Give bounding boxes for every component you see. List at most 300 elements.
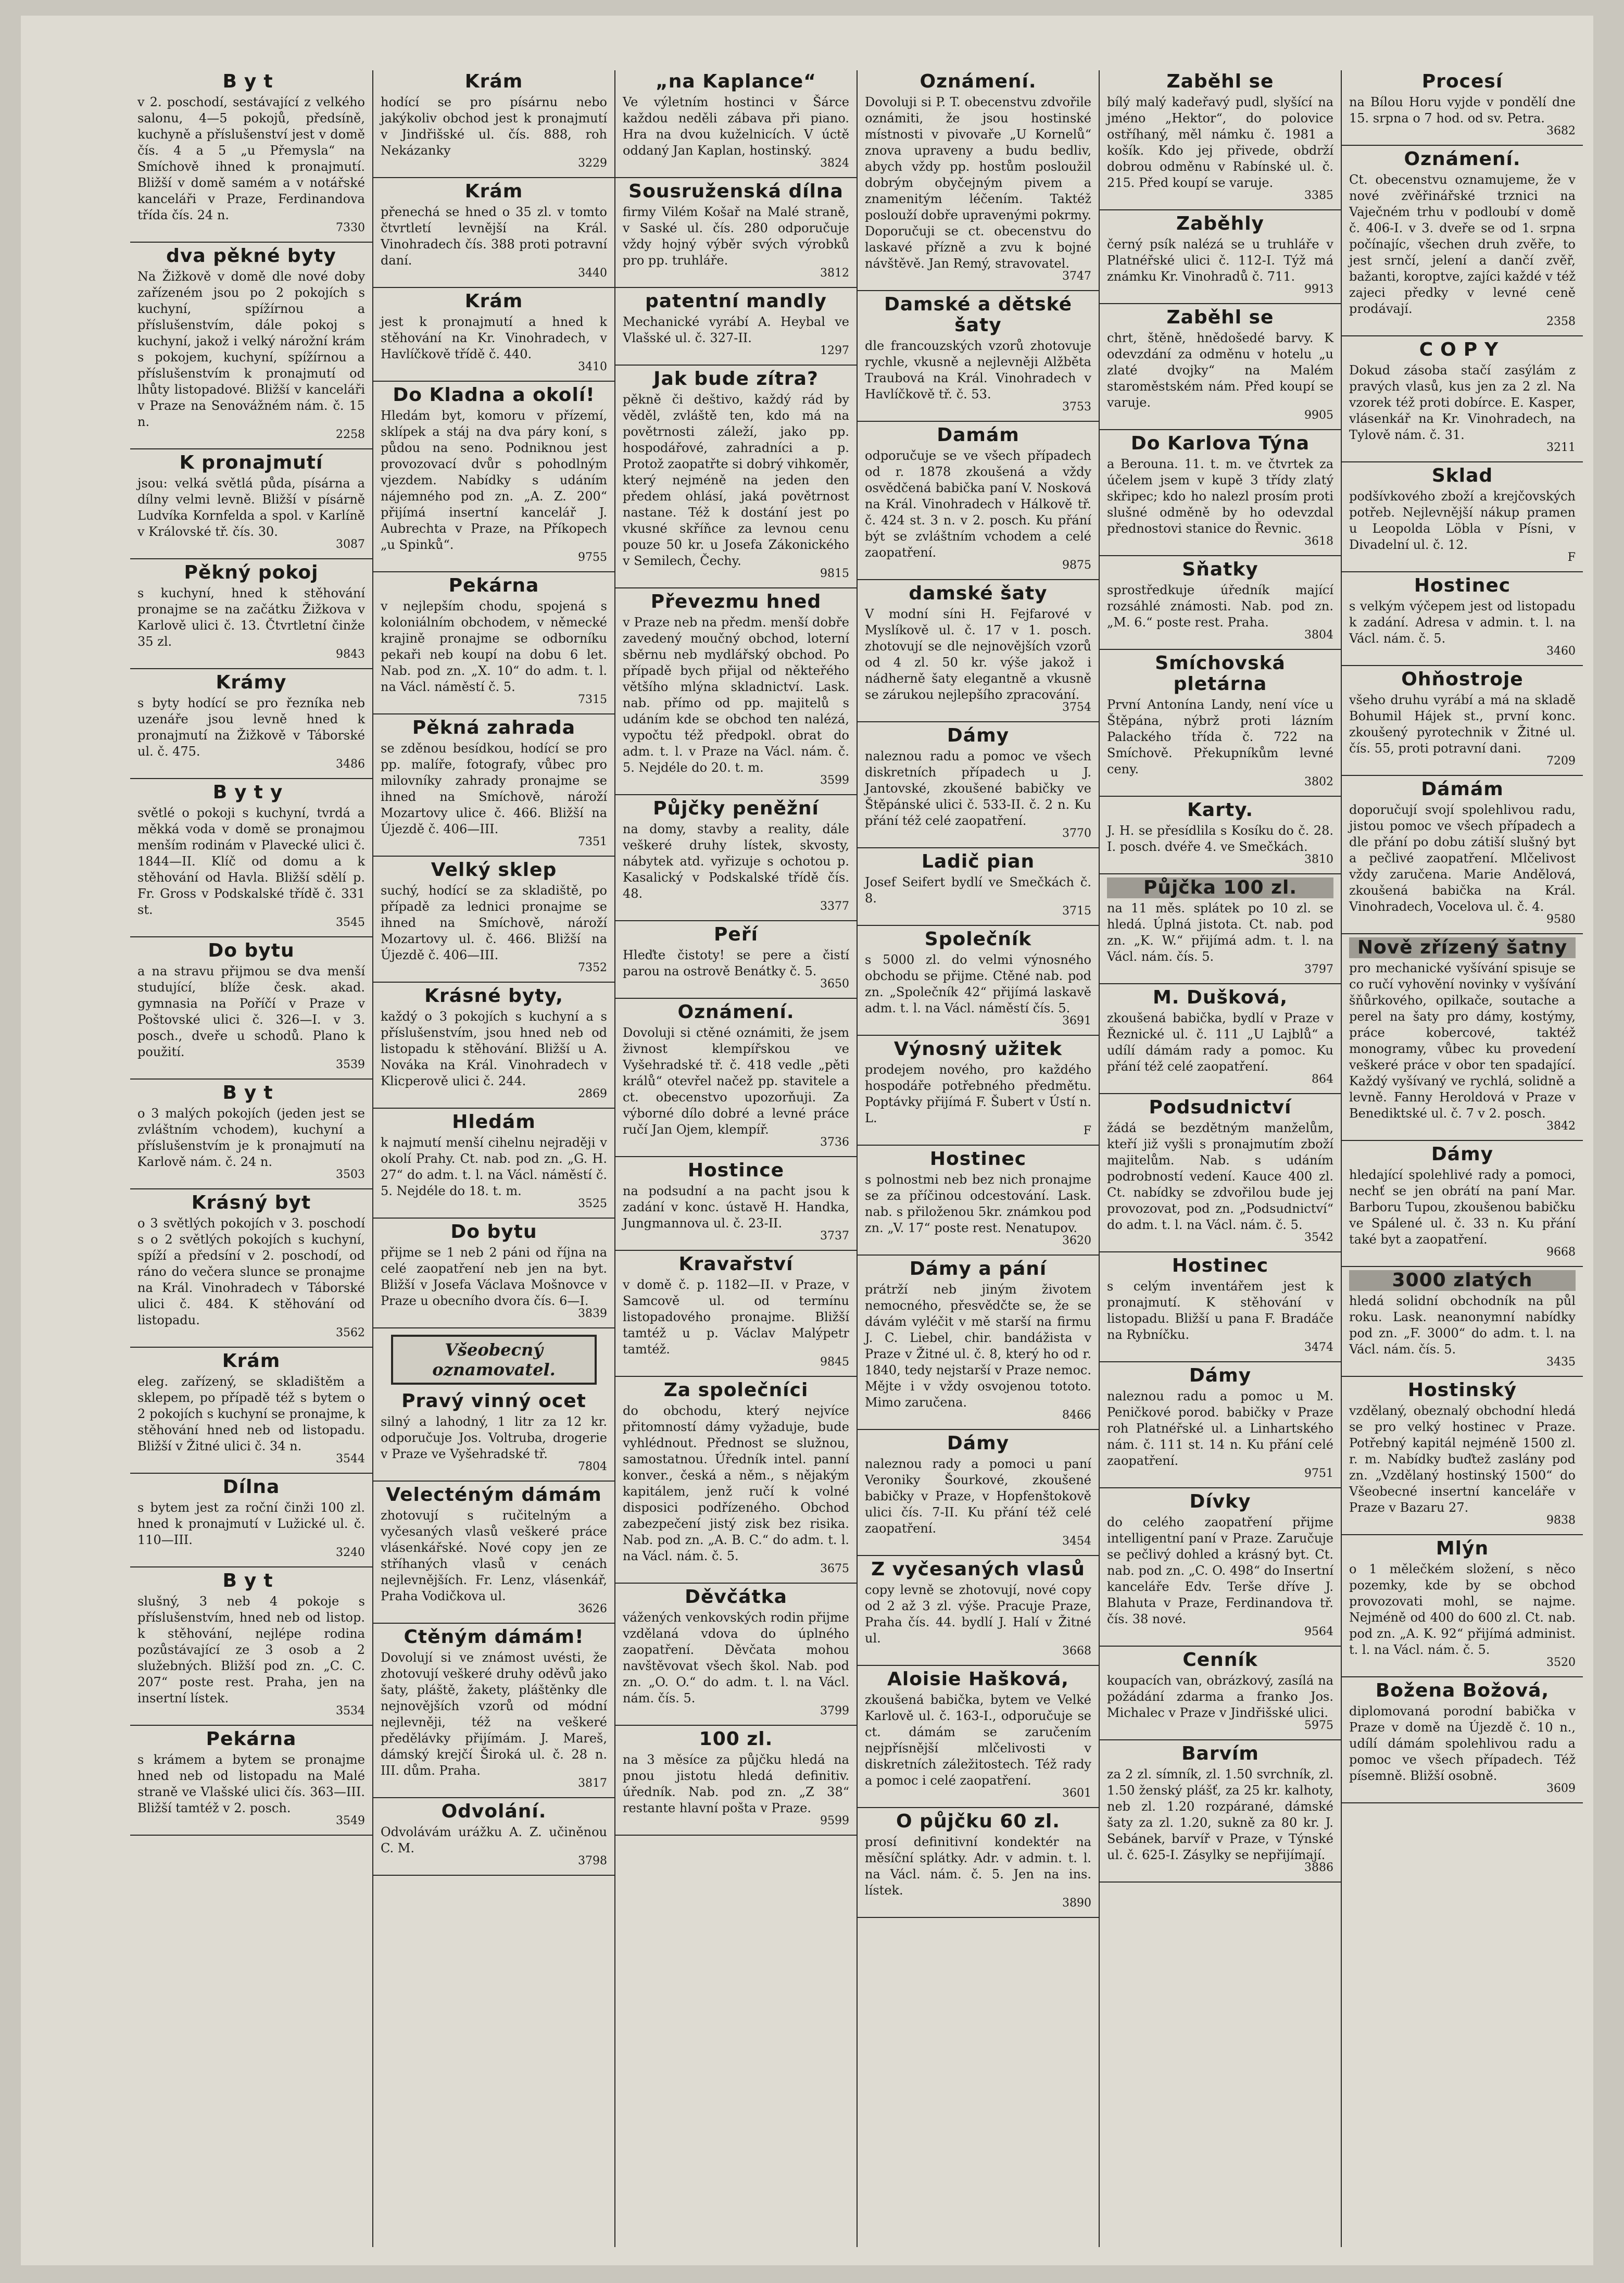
classified-ad [381, 1485, 607, 1615]
classified-ad [137, 1083, 365, 1181]
ad-heading: Podsudnictví [1149, 1097, 1292, 1118]
ad-divider [615, 1835, 857, 1836]
ad-reference-number: 7330 [336, 221, 365, 234]
classified-ad [1349, 1680, 1576, 1795]
ad-reference-number: 2869 [578, 1087, 607, 1100]
ad-text: Mechanické vyrábí A. Heybal ve Vlašské ul. č. 327-II. [623, 315, 849, 345]
ad-reference-number: 9755 [578, 551, 607, 564]
ad-heading: O půjčku 60 zl. [896, 1811, 1060, 1832]
ad-heading: Do Karlova Týna [1130, 433, 1310, 454]
classified-ad [865, 1433, 1091, 1548]
ad-divider [130, 242, 372, 243]
column-3 [614, 70, 857, 2247]
ad-reference-number: 3385 [1304, 189, 1333, 202]
ad-text: v 2. poschodí, sestávající z velkého salonu, 4—5 pokojů, předsíně, kuchyně a příslušenství jest v domě čís. 4 a 5 „u Přemysla“ na Smíchově ihned k pronajmutí. Bližší v domě samém a v notářské kanceláři v Praze, Ferdinandova třída čís. 24 n. [137, 95, 365, 222]
ad-text: odporučuje se ve všech případech od r. 1878 zkoušená a vždy osvědčená babička paní V. Nosková na Král. Vinohradech v Hálkově tř. č. 424 st. 3 n. v 2. posch. Ku přání být se zvláštním vchodem a celé zaopatření. [865, 448, 1091, 560]
classified-ad [137, 246, 365, 441]
ad-divider [858, 925, 1099, 926]
ad-divider [130, 1188, 372, 1189]
ad-text: naleznou rady a pomoci u paní Veroniky Šourkové, zkoušené babičky v Praze, v Hopfenštokově ulici čís. 7-II. Ku přání též celé zaopatření. [865, 1457, 1091, 1536]
ad-text: s krámem a bytem se pronajme hned neb od listopadu na Malé straně ve Vlašské ulici čís. 363—III. Bližší tamtéž v 2. posch. [137, 1752, 365, 1815]
ad-text: Odvolávám urážku A. Z. učiněnou C. M. [381, 1825, 607, 1855]
classified-ad [623, 181, 849, 280]
ad-text: přijme se 1 neb 2 páni od října na celé zaopatření neb jen na byt. Bližší v Josefa Václava Mošnovce v Praze u obecního dvora čís. 6—I. [381, 1245, 607, 1308]
ad-reference-number: 3377 [820, 900, 849, 913]
classified-ad [381, 385, 607, 564]
classified-ad [623, 1002, 849, 1149]
ad-divider [1342, 1266, 1583, 1267]
ad-heading: Hostinec [929, 1148, 1027, 1170]
ad-reference-number: 3736 [820, 1136, 849, 1149]
ad-heading: Z vyčesaných vlasů [871, 1559, 1085, 1580]
ad-text: eleg. zařízený, se skladištěm a sklepem, po případě též s bytem o 2 pokojích s kuchyní se pronajme, k stěhování hned neb od listopadu. Bližší v Žitné ulici č. 34 n. [137, 1374, 365, 1453]
ad-divider [1100, 1646, 1341, 1647]
ad-heading: Krám [464, 181, 523, 202]
ad-reference-number: 3410 [578, 360, 607, 373]
ad-reference-number: 3620 [1062, 1234, 1091, 1247]
classified-ad [865, 1259, 1091, 1422]
ad-reference-number: 3087 [336, 538, 365, 551]
ad-heading: Nově zřízený šatny [1349, 937, 1576, 958]
ad-heading: Půjčky peněžní [653, 798, 819, 819]
ad-divider [615, 365, 857, 366]
ad-heading: Sklad [1431, 465, 1493, 486]
ad-text: v Praze neb na předm. menší dobře zavedený moučný obchod, loterní sběrnu neb mydlářský obchod. Po případě bych přijal od někteřého většího mlýna skladnictví. Lask. nab. přímo od pp. majitelů s udáním kde se obchod ten nalézá, vypočtu též předpokl. obrat do adm. t. l. v Praze na Václ. nám. č. 5. Nejdéle do 20. t. m. [623, 615, 849, 775]
ad-reference-number: 9564 [1304, 1625, 1333, 1638]
classified-ad [381, 1801, 607, 1867]
ad-reference-number: 9751 [1304, 1467, 1333, 1480]
ad-text: pro mechanické vyšívání spisuje se co ručí vyhovění novinky v vyšívání šňůrkového, opilkače, soutache a perel na šaty pro dámy, kostýmy, práce kobercové, taktéž monogramy, vůbec ku provedení veškeré práce v obor ten spadající. Každý vyšívaný ve rychlá, solidně a levně. Fanny Heroldová v Praze v Benediktské ul. č. 7 v 2. posch. [1349, 961, 1576, 1121]
ad-heading: Výnosný užitek [893, 1038, 1063, 1060]
ad-reference-number: 3525 [578, 1197, 607, 1210]
ad-divider [1100, 1881, 1341, 1883]
ad-text: každý o 3 pokojích s kuchyní a s příslušenstvím, jsou hned neb od listopadu k stěhování. Bližší u A. Nováka na Král. Vinohradech v Klicperově ulici č. 244. [381, 1009, 607, 1088]
ad-reference-number: 9580 [1546, 913, 1576, 926]
ad-divider [858, 1917, 1099, 1918]
ad-heading: patentní mandly [645, 291, 827, 312]
ad-text: v nejlepším chodu, spojená s koloniálním obchodem, v německé krajině pronajme se odborníku pekaři neb koupí na dobu 6 let. Nab. pod zn. „X. 10“ do adm. t. l. na Václ. náměstí č. 5. [381, 599, 607, 694]
ad-text: slušný, 3 neb 4 pokoje s příslušenstvím, hned neb od listop. k stěhování, nejlépe rodina pozůstávající ze 3 osob a 2 služebných. Bližší pod zn. „C. C. 207“ poste rest. Praha, jen na insertní lístek. [137, 1594, 365, 1705]
classified-ad [137, 672, 365, 771]
ad-reference-number: 3682 [1546, 124, 1576, 137]
ad-text: První Antonína Landy, není více u Štěpána, nýbrž proti lázním Palackého třída č. 722 na Smíchově. Překupníkům levné ceny. [1107, 697, 1333, 776]
ad-reference-number: 3770 [1062, 827, 1091, 840]
ad-heading: Krám [464, 291, 523, 312]
ad-text: prátrží neb jiným životem nemocného, přesvědčte se, že se dávám vyléčit v mě starší na firmu J. C. Liebel, chir. bandážista v Praze v Žitné ul. č. 8, který ho od r. 1840, tedy nejstarší v Praze nemoc. Mějte i v vždy osvojenou tototo. Mimo zaručena. [865, 1282, 1091, 1410]
ad-divider [130, 448, 372, 449]
ad-divider [130, 1347, 372, 1348]
ad-reference-number: 9668 [1546, 1246, 1576, 1259]
ad-reference-number: 3549 [336, 1814, 365, 1827]
ad-reference-number: 3460 [1546, 645, 1576, 658]
classified-ad [1349, 1380, 1576, 1527]
ad-reference-number: 3474 [1304, 1341, 1333, 1354]
ad-heading: Společník [924, 929, 1032, 950]
ad-text: bílý malý kadeřavý pudl, slyšící na jméno „Hektor“, do polovice ostříhaný, měl námku č. 1981 a košík. Kdo jej přivede, obdrží dobrou odměnu v Rabínské ul. č. 215. Před koupí se varuje. [1107, 95, 1333, 190]
ad-text: Ct. obecenstvu oznamujeme, že v nové zvěřinářské trznici na Vaječném trhu v podloubí v domě č. 406-I. v 3. dveře se od 1. srpna počínajíc, všechen druh zvěře, to jest srnčí, jelení a dančí zvěř, bažanti, koroptve, zajíci každé v též zajeci předky v levné ceně prodávají. [1349, 172, 1576, 316]
classified-ad [137, 1351, 365, 1465]
classified-ad [1107, 1743, 1333, 1874]
classified-ad [865, 425, 1091, 572]
classified-ad [623, 291, 849, 357]
ad-divider [858, 847, 1099, 848]
ad-reference-number: 3542 [1304, 1231, 1333, 1244]
ad-text: podšívkového zboží a krejčovských potřeb. Nejlevnější nákup pramen u Leopolda Löbla v Písni, v Divadelní ul. č. 12. [1349, 489, 1576, 552]
publication-banner: Všeobecný oznamovatel. [391, 1335, 597, 1385]
ad-heading: Do bytu [208, 940, 295, 961]
ad-divider [1342, 145, 1583, 146]
classified-ad [623, 1729, 849, 1827]
ad-reference-number: 2258 [336, 428, 365, 441]
ad-heading: Krám [222, 1350, 281, 1372]
ad-reference-number: 3650 [820, 977, 849, 990]
ad-divider [1100, 303, 1341, 304]
ad-text: Ve výletním hostinci v Šárce každou neděli zábava při piano. Hra na dvou kuželnicích. V úctě oddaný Jan Kaplan, hostinský. [623, 95, 849, 158]
ad-divider [130, 1566, 372, 1567]
classified-ad [1349, 340, 1576, 454]
ad-heading: Zaběhl se [1166, 307, 1274, 328]
ad-text: hodící se pro písárnu nebo jakýkoliv obchod jest k pronajmutí v Jindřišské ul. čís. 888, roh Nekázanky [381, 95, 607, 158]
ad-heading: dva pěkné byty [166, 245, 336, 267]
classified-ad [1107, 1650, 1333, 1732]
ad-divider [858, 721, 1099, 722]
ad-text: Dovoluji si ctěné oznámiti, že jsem živnost klempířskou ve Vyšehradské tř. č. 418 vedle „pěti králů“ otevřel načež pp. stavitele a ct. obecenstvo upozorňuji. Za výborné dílo dobré a levné práce ručí Jan Ojem, klempíř. [623, 1025, 849, 1137]
classified-ad [1349, 149, 1576, 328]
ad-text: a na stravu přijmou se dva menší studující, blíže česk. akad. gymnasia na Poříčí v Praze v Poštovské ulici č. 326—I. v 3. posch., dveře u schodů. Plano k použití. [137, 964, 365, 1059]
ad-text: diplomovaná porodní babička v Praze v domě na Újezdě č. 10 n., udílí dámám spolehlivou radu a pomoc ve všech případech. Též písemně. Bližší osobně. [1349, 1704, 1576, 1783]
ad-reference-number: 2358 [1546, 315, 1576, 328]
ad-heading: M. Dušková, [1152, 987, 1288, 1008]
classified-ad [865, 1669, 1091, 1800]
ad-text: J. H. se přesídlila s Kosíku do č. 28. I. posch. dvéře 4. ve Smečkách. [1107, 823, 1333, 854]
ad-reference-number: 3675 [820, 1562, 849, 1575]
ad-text: s kuchyní, hned k stěhování pronajme se na začátku Žižkova v Karlově ulici č. 13. Čtvrtletní činže 35 zl. [137, 586, 365, 649]
ad-reference-number: 7804 [578, 1460, 607, 1473]
ad-text: s velkým výčepem jest od listopadu k zadání. Adresa v admin. t. l. na Václ. nám. č. 5. [1349, 599, 1576, 646]
ad-divider [1342, 775, 1583, 776]
ad-heading: Hostinský [1407, 1379, 1517, 1401]
ad-heading: Oznámení. [920, 71, 1037, 92]
ad-text: vážených venkovských rodin přijme vzdělaná vdova do úplného zaopatření. Děvčata mohou navštěvovat všech škol. Nab. pod zn. „O. O.“ do adm. t. l. na Václ. nám. čís. 5. [623, 1610, 849, 1705]
ad-text: hledá solidní obchodník na půl roku. Lask. neanonymní nabídky pod zn. „F. 3000“ do adm. t. l. na Václ. nám. čís. 5. [1349, 1294, 1576, 1357]
ad-text: přenechá se hned o 35 zl. v tomto čtvrtletí levnější na Král. Vinohradech čís. 388 proti potravní daní. [381, 205, 607, 268]
classified-ad [137, 940, 365, 1071]
ad-heading: Děvčátka [685, 1586, 787, 1608]
ad-reference-number: 864 [1312, 1073, 1333, 1086]
ad-reference-number: 3609 [1546, 1782, 1576, 1795]
classified-ad [1107, 1256, 1333, 1354]
ad-heading: Hostince [687, 1160, 785, 1181]
ad-divider [858, 1145, 1099, 1146]
classified-ad [623, 798, 849, 913]
classified-ad [381, 1391, 607, 1473]
ad-reference-number: 3715 [1062, 905, 1091, 918]
ad-text: do obchodu, který nejvíce přitomností dámy vyžaduje, bude vyhlédnout. Přednost se služnou, samostatnou. Úředník intel. panní konver., česká a něm., s nějakým kapitálem, jenž ručí k volné disposici podřízeného. Obchod zabezpečení jistý zisk bez risika. Nab. pod zn. „A. B. C.“ do adm. t. l. na Václ. nám. č. 5. [623, 1403, 849, 1563]
ad-heading: Procesí [1421, 71, 1503, 92]
ad-text: do celého zaopatření přijme intelligentní paní v Praze. Zaručuje se pečlivý dohled a krásný byt. Ct. nab. pod zn. „C. O. 498“ do Insertní kanceláře Edv. Terše dříve J. Blahuta v Praze, Ferdinandova tř. čís. 38 nové. [1107, 1515, 1333, 1626]
ad-heading: Zaběhly [1176, 213, 1265, 234]
ad-heading: Byty [212, 782, 290, 803]
classified-ad [137, 782, 365, 929]
ad-reference-number: 3211 [1546, 441, 1576, 454]
ad-heading: Velecténým dámám [386, 1484, 602, 1506]
ad-heading: Ladič pian [921, 851, 1035, 872]
ad-divider [1342, 335, 1583, 336]
ad-heading: Dámy a pání [909, 1258, 1047, 1280]
classified-ad [865, 583, 1091, 714]
classified-ad [623, 924, 849, 990]
ad-divider [1100, 983, 1341, 984]
classified-ad [865, 294, 1091, 413]
ad-text: zhotovují s ručitelným a vyčesaných vlasů veškeré práce vlásenkářské. Nové copy jen ze stříhaných vlasů v cenách nejlevnějších. Fr. Lenz, vlásenkář, Praha Vodičkova ul. [381, 1508, 607, 1603]
ad-divider [373, 1327, 614, 1328]
ad-text: o 1 mělečkém složení, s něco pozemky, kde by se obchod provozovati mohl, se najme. Nejméně od 400 do 600 zl. Ct. nab. pod zn. „A. K. 92“ přijímá administ. t. l. na Václ. nám. č. 5. [1349, 1562, 1576, 1657]
ad-heading: Karty. [1187, 799, 1253, 821]
ad-heading: Smíchovská pletárna [1155, 653, 1286, 695]
classified-ad [381, 291, 607, 373]
classified-ad [1107, 877, 1333, 976]
ad-heading: Ohňostroje [1401, 669, 1524, 690]
ad-heading: 100 zl. [699, 1728, 773, 1750]
ad-reference-number: 3886 [1304, 1861, 1333, 1874]
ad-text: Na Žižkově v domě dle nové doby zařízeném jsou po 2 pokojích s kuchyní, spížírnou a příslušenstvím, dále pokoj s kuchyní, jakož i velký nárožní krám s pokojem, kuchyní, spížírnou a příslušenstvím k pronajmutí od lhůty listopadové. Bližší v kanceláři v Praze na Senovážném nám. č. 15 n. [137, 269, 365, 429]
ad-divider [858, 1035, 1099, 1036]
ad-heading: Pěkný pokoj [184, 562, 319, 583]
ad-divider [130, 778, 372, 779]
classified-ad [137, 1477, 365, 1559]
ad-heading: Do Kladna a okolí! [393, 384, 595, 406]
ad-divider [615, 177, 857, 178]
ad-heading: Damám [937, 424, 1019, 446]
ad-heading: Pekárna [206, 1728, 297, 1750]
ad-reference-number: 3562 [336, 1326, 365, 1339]
ad-text: o 3 malých pokojích (jeden jest se zvláštním vchodem), kuchyní a příslušenstvím je k pronajmutí na Karlově nám. č. 24 n. [137, 1106, 365, 1169]
ad-divider [373, 1218, 614, 1219]
ad-text: Dokud zásoba stačí zasýlám z pravých vlasů, kus jen za 2 zl. Na vzorek též proti dobírce. E. Kasper, vlásenkář na Kr. Vinohradech, na Tylově nám. č. 31. [1349, 363, 1576, 442]
classified-ad [1349, 937, 1576, 1133]
ad-reference-number: 9838 [1546, 1514, 1576, 1527]
ad-reference-number: 3599 [820, 774, 849, 787]
ad-text: prodejem nového, pro každého hospodáře potřebného předmětu. Poptávky přijímá F. Šubert v Ústí n. L. [865, 1062, 1091, 1125]
ad-divider [373, 1623, 614, 1624]
ad-heading: Zaběhl se [1166, 71, 1274, 92]
classified-ad [381, 860, 607, 974]
classified-ad [1349, 466, 1576, 564]
ad-heading: Pěkná zahrada [412, 717, 576, 738]
ad-reference-number: 1297 [820, 344, 849, 357]
ad-divider [373, 1108, 614, 1109]
ad-text: vzdělaný, obeznalý obchodní hledá se pro velký hostinec v Praze. Potřebný kapitál nejméně 1500 zl. r. m. Nabídky buďtež zaslány pod zn. „Vzdělaný hostinský 1500“ do Všeobecné insertní kanceláře v Praze v Bazaru 27. [1349, 1403, 1576, 1515]
ad-heading: Cenník [1182, 1649, 1258, 1671]
ad-divider [373, 571, 614, 572]
classified-ad [1107, 1097, 1333, 1244]
classified-ad [623, 1254, 849, 1369]
ad-heading: Božena Božová, [1375, 1680, 1550, 1701]
ad-text: všeho druhu vyrábí a má na skladě Bohumil Hájek st., první konc. zkoušený pyrotechnik v Žitné ul. čís. 55, proti potravní dani. [1349, 693, 1576, 756]
ad-divider [1100, 1739, 1341, 1740]
ad-text: na domy, stavby a reality, dále veškeré druhy lístek, skvosty, nábytek atd. vyřizuje s ochotou p. Kasalický v Podskalské třídě čís. 48. [623, 822, 849, 901]
ad-reference-number: 3503 [336, 1168, 365, 1181]
ad-heading: Do bytu [450, 1221, 537, 1243]
ad-divider [373, 381, 614, 382]
classified-ad [381, 575, 607, 706]
ad-heading: Damské a dětské šaty [884, 294, 1073, 336]
ad-reference-number: 3754 [1062, 701, 1091, 714]
ad-divider [615, 1376, 857, 1377]
ad-heading: Dámám [1421, 779, 1504, 800]
classified-ad [865, 1149, 1091, 1247]
ad-divider [130, 558, 372, 559]
classified-ad [381, 986, 607, 1100]
ad-heading: Hostinec [1414, 575, 1511, 596]
ad-divider [615, 287, 857, 288]
ad-divider [130, 1725, 372, 1726]
ad-reference-number: 3798 [578, 1854, 607, 1867]
ad-reference-number: 3486 [336, 758, 365, 771]
ad-heading: Dívky [1189, 1491, 1251, 1512]
ad-heading: Dílna [222, 1476, 280, 1498]
ad-reference-number: 3737 [820, 1230, 849, 1243]
ad-reference-number: 3668 [1062, 1645, 1091, 1658]
ad-text: sprostředkuje úředník mající rozsáhlé známosti. Nab. pod zn. „M. 6.“ poste rest. Praha. [1107, 583, 1333, 630]
ad-reference-number: 3440 [578, 267, 607, 280]
ad-reference-number: 3520 [1546, 1656, 1576, 1669]
ad-divider [1100, 1093, 1341, 1094]
ad-reference-number: 3824 [820, 157, 849, 170]
ad-reference-number: 7315 [578, 693, 607, 706]
ad-heading: Hostinec [1172, 1255, 1269, 1276]
ad-reference-number: 9913 [1304, 283, 1333, 296]
ad-divider [858, 421, 1099, 422]
ad-divider [1342, 665, 1583, 666]
ad-text: za 2 zl. símník, zl. 1.50 svrchník, zl. 1.50 ženský plášť, za 25 kr. kalhoty, neb zl. 1.20 rozpárané, dámské šaty za zl. 1.20, sukně za 80 kr. J. Sebánek, barvíř v Praze, v Týnské ul. č. 625-I. Zásylky se nepřijímají. [1107, 1767, 1333, 1862]
classified-ad [1107, 1365, 1333, 1480]
ad-reference-number: 3810 [1304, 853, 1333, 866]
ad-heading: damské šaty [909, 583, 1048, 604]
ad-text: s bytem jest za roční činži 100 zl. hned k pronajmutí v Lužické ul. č. 110—III. [137, 1500, 365, 1547]
classified-ad [623, 369, 849, 580]
ad-text: chrt, štěně, hnědošedé barvy. K odevzdání za odměnu v hotelu „u zlaté dvojky“ na Malém staroměstském nám. Před koupí se varuje. [1107, 331, 1333, 410]
ad-text: na 11 měs. splátek po 10 zl. se hledá. Úplná jistota. Ct. nab. pod zn. „K. W.“ přijímá adm. t. l. na Václ. nám. čís. 5. [1107, 901, 1333, 964]
ad-reference-number: 9843 [336, 648, 365, 661]
ad-divider [1100, 209, 1341, 210]
ad-text: na 3 měsíce za půjčku hledá na pnou jistotu hledá definitiv. úředník. Nab. pod zn. „Z 38“ restante hlavní pošta v Praze. [623, 1752, 849, 1815]
classified-ad [381, 1627, 607, 1790]
ad-heading: COPY [1419, 339, 1506, 360]
ad-heading: Dámy [947, 725, 1010, 746]
ad-text: se zděnou besídkou, hodící se pro pp. malíře, fotografy, vůbec pro milovníky zahrady pronajme se ihned na Smíchově, nároží Mozartovy ulice č. 466. Bližší na Újezdě č. 406—III. [381, 741, 607, 836]
column-1 [130, 70, 372, 2247]
ad-divider [615, 587, 857, 588]
classified-ad [1107, 71, 1333, 202]
classified-ad [137, 1571, 365, 1717]
ad-divider [373, 177, 614, 178]
ad-text: koupacích van, obrázkový, zasílá na požádání zdarma a franko Jos. Michalec v Praze v Jindřišské ulici. [1107, 1673, 1333, 1720]
ad-text: Dovoluji si P. T. obecenstvu zdvořile oznámiti, že jsou hostinské místnosti v pivovaře „U Kornelů“ znova upraveny a budu bedliv, abych vždy pp. hostům posloužil dobrým obyčejným pivem a znamenitým léčením. Taktéž poslouží dobře upravenými pokrmy. Doporučuji se ct. obecenstvu do laskavé přízně a zvu k bojné návštěvě. Jan Remý, stravovatel. [865, 95, 1091, 271]
ad-text: naleznou radu a pomoc u M. Peničkové porod. babičky v Praze roh Platnéřské ul. a Linhartského nám. č. 111 st. 14 n. Ku přání celé zaopatření. [1107, 1389, 1333, 1468]
ad-reference-number: 3747 [1062, 270, 1091, 283]
classified-ad [865, 851, 1091, 918]
ad-divider [1342, 1376, 1583, 1377]
ad-divider [615, 1156, 857, 1157]
ad-heading: Sousruženská dílna [628, 181, 844, 202]
ad-text: firmy Vilém Košař na Malé straně, v Saské ul. čís. 280 odporučuje vždy hojný výběr svých výrobků pro pp. truhláře. [623, 205, 849, 268]
ad-divider [858, 1807, 1099, 1808]
ad-reference-number: 3804 [1304, 629, 1333, 642]
ad-text: na Bílou Horu vyjde v pondělí dne 15. srpna o 7 hod. od sv. Petra. [1349, 95, 1576, 126]
ad-text: s 5000 zl. do velmi výnosného obchodu se přijme. Ctěné nab. pod zn. „Společník 42“ přijímá laskavě adm. t. l. na Václ. náměstí čís. 5. [865, 952, 1091, 1015]
ad-text: copy levně se zhotovují, nové copy od 2 až 3 zl. výše. Pracuje Praze, Praha čís. 44. bydlí J. Halí v Žitné ul. [865, 1583, 1091, 1646]
ad-text: doporučují svojí spolehlivou radu, jistou pomoc ve všech případech a dle přání po dobu zátiší slušný byt a pečlivé zaopatření. Mlčelivost vždy zaručena. Marie Andělová, zkoušená babička na Král. Vinohradech, Vocelova ul. č. 4. [1349, 802, 1576, 914]
ad-heading: K pronajmutí [179, 452, 323, 473]
classified-ad [1107, 433, 1333, 548]
classified-ad [1349, 779, 1576, 926]
classified-ad [1349, 1144, 1576, 1259]
ad-divider [130, 1473, 372, 1474]
classified-ad [623, 1587, 849, 1717]
classified-ad [1107, 307, 1333, 422]
ad-reference-number: 3753 [1062, 400, 1091, 413]
ad-heading: Ctěným dámám! [404, 1626, 584, 1648]
ad-heading: Byt [222, 1570, 280, 1591]
ad-reference-number: 3454 [1062, 1535, 1091, 1548]
ad-divider [615, 794, 857, 795]
ad-divider [1100, 429, 1341, 430]
ad-reference-number: 3799 [820, 1704, 849, 1717]
ad-heading: „na Kaplance“ [656, 71, 816, 92]
ad-divider [373, 1481, 614, 1482]
ad-divider [1342, 933, 1583, 934]
ad-heading: Mlýn [1436, 1538, 1489, 1559]
ad-reference-number: 3890 [1062, 1897, 1091, 1910]
ad-reference-number: 3539 [336, 1058, 365, 1071]
classified-ad [1349, 1270, 1576, 1369]
ad-reference-number: 3544 [336, 1452, 365, 1465]
ad-reference-number: 3240 [336, 1546, 365, 1559]
ad-divider [615, 998, 857, 999]
ad-heading: Pravý vinný ocet [401, 1390, 586, 1412]
classified-ad [381, 1112, 607, 1210]
classified-ad [137, 1193, 365, 1339]
ad-heading: Krám [464, 71, 523, 92]
ad-reference-number: 8466 [1062, 1409, 1091, 1422]
ad-divider [1100, 555, 1341, 556]
ad-text: Hledám byt, komoru v přízemí, sklípek a stáj na dva páry koní, s půdou na seno. Podniknou jest provozovací dvůr s pohodlným vjezdem. Nabídky s udáním nájemného pod zn. „A. Z. 200“ přijímá insertní kancelář J. Aubrechta v Praze, na Příkopech „u Spinků“. [381, 408, 607, 552]
classified-ad [865, 1811, 1091, 1910]
ad-divider [1342, 1676, 1583, 1677]
ad-text: žádá se bezdětným manželům, kteří již vyšli s pronajmutím zboží majitelům. Nab. s udáním podrobností vedení. Kauce 400 zl. Ct. nabídky se zdvořilou bude jej provozovat, pod zn. „Podsudnictví“ do adm. t. l. na Václ. nám. č. 5. [1107, 1121, 1333, 1232]
classified-ad [865, 71, 1091, 283]
ad-divider [130, 668, 372, 669]
classified-ad [137, 562, 365, 661]
column-6 [1341, 70, 1583, 2247]
ad-divider [373, 287, 614, 288]
classified-ad [137, 1729, 365, 1827]
column-4 [857, 70, 1099, 2247]
classified-ad [137, 71, 365, 234]
ad-divider [858, 1555, 1099, 1556]
classified-ad [381, 181, 607, 280]
ad-heading: Dámy [1189, 1365, 1252, 1386]
ad-heading: Aloisie Hašková, [887, 1669, 1069, 1690]
classified-ad [623, 1380, 849, 1575]
ad-reference-number: 9875 [1062, 559, 1091, 572]
classified-ad [1107, 559, 1333, 642]
ad-text: Hleďte čistoty! se pere a čistí parou na ostrově Benátky č. 5. [623, 948, 849, 979]
ad-divider [1100, 873, 1341, 874]
ad-divider [858, 290, 1099, 291]
ad-heading: Barvím [1181, 1743, 1259, 1764]
